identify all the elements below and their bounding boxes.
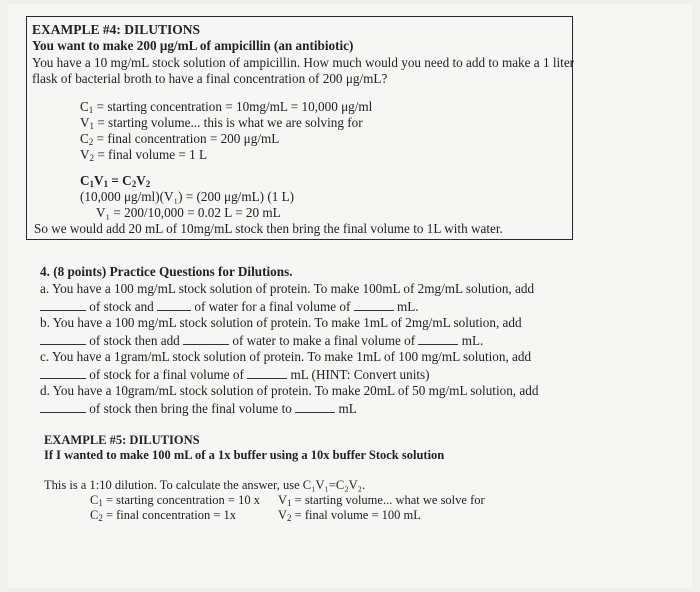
result-line: V₁ = 200/10,000 = 0.02 L = 20 mL <box>96 205 281 220</box>
dilution-formula: $C_1V_1 = C_2V_2$ <box>80 173 151 189</box>
answer-c-stock-blank[interactable] <box>40 366 86 379</box>
answer-c-volume-blank[interactable] <box>247 366 287 379</box>
example-5-c2-definition: $C_2$ = final concentration = 1x <box>90 508 236 523</box>
answer-d-stock-blank[interactable] <box>40 400 86 413</box>
answer-a-water-blank[interactable] <box>157 298 191 311</box>
answer-a-volume-blank[interactable] <box>354 298 394 311</box>
example-5-subtitle: If I wanted to make 100 mL of a 1x buffer using a 10x buffer Stock solution <box>44 448 445 462</box>
question-b-line-2: of stock then add of water to make a final volume of mL. <box>40 332 483 349</box>
example-4-subtitle: You want to make 200 μg/mL of ampicillin (an antibiotic) <box>32 38 354 53</box>
c1-definition: $C_1$ = starting concentration = 10mg/mL = 10,000 μg/ml <box>80 99 373 115</box>
question-d-line-1: d. You have a 10gram/mL stock solution of protein. To make 20mL of 50 mg/mL solution, add <box>40 383 539 398</box>
question-a-line-1: a. You have a 100 mg/mL stock solution of protein. To make 100mL of 2mg/mL solution, add <box>40 281 535 296</box>
example-5-c1-definition: $C_1$ = starting concentration = 10 x <box>90 493 260 508</box>
example-5-intro: This is a 1:10 dilution. To calculate the answer, use C₁V₁=C₂V₂. <box>44 478 366 492</box>
question-c-line-2: of stock for a final volume of mL (HINT: Convert units) <box>40 366 430 383</box>
v2-definition: $V_2$ = final volume = 1 L <box>80 147 208 163</box>
answer-d-volume-blank[interactable] <box>295 400 335 413</box>
question-a-line-2: of stock and of water for a final volume of mL. <box>40 298 419 315</box>
example-5-v1-definition: $V_1$ = starting volume... what we solve for <box>278 493 485 508</box>
answer-a-stock-blank[interactable] <box>40 298 86 311</box>
answer-b-stock-blank[interactable] <box>40 332 86 345</box>
example-5-v2-definition: $V_2$ = final volume = 100 mL <box>278 508 421 523</box>
c2-definition: $C_2$ = final concentration = 200 μg/mL <box>80 131 280 147</box>
example-4-conclusion: So we would add 20 mL of 10mg/mL stock then bring the final volume to 1L with water. <box>34 221 503 236</box>
question-c-line-1: c. You have a 1gram/mL stock solution of protein. To make 1mL of 100 mg/mL solution, add <box>40 349 532 364</box>
answer-b-water-blank[interactable] <box>183 332 229 345</box>
example-4-title: EXAMPLE #4: DILUTIONS <box>32 22 201 37</box>
question-4-title: 4. (8 points) Practice Questions for Dilutions. <box>40 264 293 279</box>
substitution-line: (10,000 μg/ml)(V₁) = (200 μg/mL) (1 L) <box>80 189 295 204</box>
question-b-line-1: b. You have a 100 mg/mL stock solution of protein. To make 1mL of 2mg/mL solution, add <box>40 315 522 330</box>
example-4-intro-line-1: You have a 10 mg/mL stock solution of ampicillin. How much would you need to add to make a 1 liter <box>32 55 575 70</box>
answer-b-volume-blank[interactable] <box>418 332 458 345</box>
example-5-title: EXAMPLE #5: DILUTIONS <box>44 433 200 447</box>
v1-definition: $V_1$ = starting volume... this is what we are solving for <box>80 115 363 131</box>
example-4-intro-line-2: flask of bacterial broth to have a final concentration of 200 μg/mL? <box>32 71 388 86</box>
document-page <box>8 4 692 588</box>
question-d-line-2: of stock then bring the final volume to mL <box>40 400 357 417</box>
